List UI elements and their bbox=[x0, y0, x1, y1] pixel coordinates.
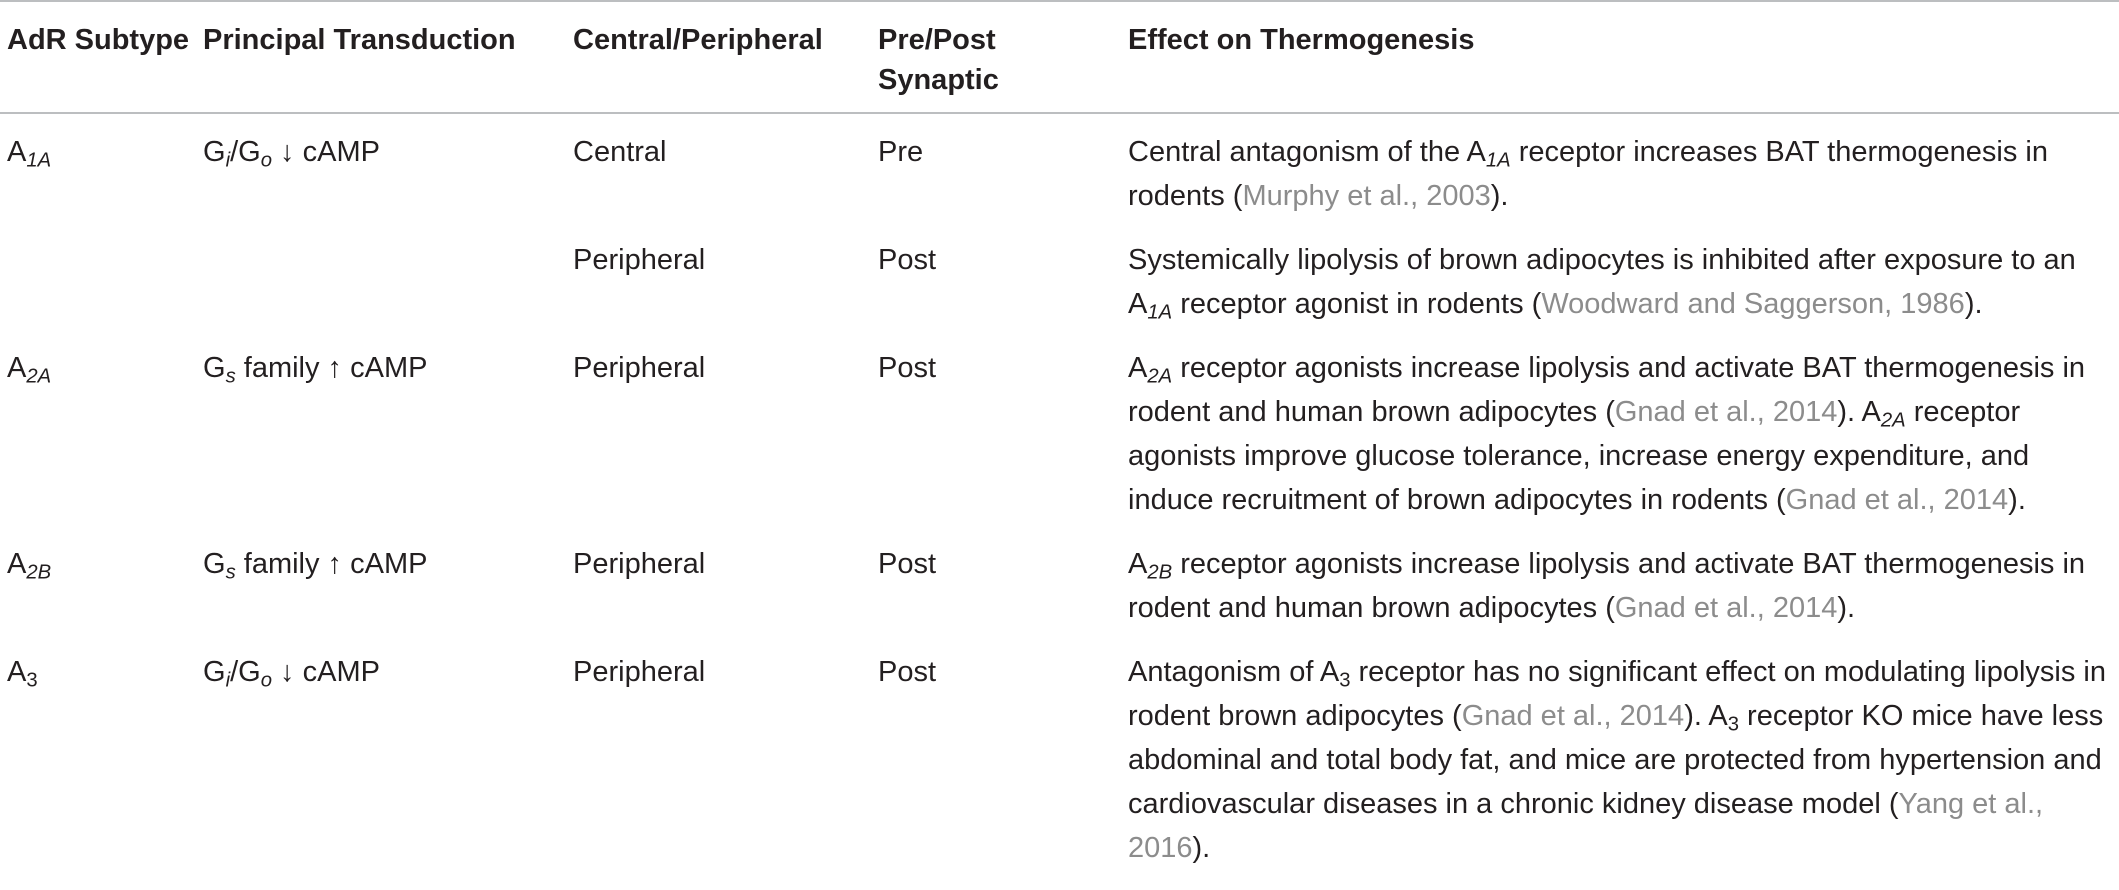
location-cell: Peripheral bbox=[573, 244, 706, 276]
synaptic-cell: Post bbox=[878, 352, 937, 384]
effect-subscript: 3 bbox=[1727, 713, 1739, 736]
transduction-cell: $G_s$ family ↑ cAMP bbox=[203, 352, 428, 388]
effect-text: Central antagonism of the A bbox=[1128, 136, 1486, 168]
citation-link[interactable]: Woodward and Saggerson, 1986 bbox=[1541, 288, 1965, 320]
subtype-subscript: 1A bbox=[26, 149, 52, 172]
header-transduction: Principal Transduction bbox=[203, 24, 516, 56]
subtype-base: A bbox=[7, 136, 27, 168]
effect-text: ). bbox=[1837, 592, 1856, 624]
effect-subscript: 2B bbox=[1147, 561, 1173, 584]
table-body bbox=[0, 113, 2119, 890]
header-subtype: AdR Subtype bbox=[7, 24, 190, 56]
effect-text: ). A bbox=[1684, 700, 1728, 732]
transduction-cell: $G_i/G_o$ ↓ cAMP bbox=[203, 656, 380, 692]
citation-link[interactable]: Gnad et al., 2014 bbox=[1461, 700, 1685, 732]
location-cell: Peripheral bbox=[573, 352, 706, 384]
subtype-base: A bbox=[7, 548, 27, 580]
effect-text: receptor agonist in rodents ( bbox=[1172, 288, 1542, 320]
citation-link[interactable]: Yang et al., 2016 bbox=[1128, 788, 2044, 864]
effect-text: ). bbox=[1964, 288, 1983, 320]
table-header bbox=[0, 1, 2119, 113]
transduction-cell: $G_i/G_o$ ↓ cAMP bbox=[203, 136, 380, 172]
effect-cell bbox=[1121, 542, 2119, 650]
effect-subscript: 2A bbox=[1880, 409, 1906, 432]
subtype-base: A bbox=[7, 656, 27, 688]
citation-link[interactable]: Gnad et al., 2014 bbox=[1614, 592, 1838, 624]
effect-subscript: 1A bbox=[1485, 149, 1511, 172]
subtype-cell bbox=[0, 650, 196, 890]
synaptic-cell: Post bbox=[878, 244, 937, 276]
location-cell: Peripheral bbox=[573, 656, 706, 688]
effect-text: receptor increases BAT thermogenesis in rodents ( bbox=[1128, 136, 2048, 212]
subtype-cell bbox=[0, 113, 196, 238]
effect-cell bbox=[1121, 113, 2119, 238]
subtype-subscript: 3 bbox=[26, 669, 38, 692]
effect-cell bbox=[1121, 238, 2119, 346]
effect-text: Antagonism of A bbox=[1128, 656, 1340, 688]
citation-link[interactable]: Murphy et al., 2003 bbox=[1242, 180, 1491, 212]
header-synaptic: Pre/Post Synaptic bbox=[878, 24, 999, 96]
synaptic-cell: Pre bbox=[878, 136, 924, 168]
location-cell: Central bbox=[573, 136, 667, 168]
synaptic-cell: Post bbox=[878, 548, 937, 580]
effect-text: ). A bbox=[1837, 396, 1881, 428]
effect-cell bbox=[1121, 346, 2119, 542]
effect-text: receptor agonists increase lipolysis and activate BAT thermogenesis in rodent and human brown adipocytes ( bbox=[1128, 548, 2086, 624]
effect-subscript: 1A bbox=[1147, 301, 1173, 324]
subtype-subscript: 2B bbox=[26, 561, 52, 584]
header-effect: Effect on Thermogenesis bbox=[1128, 24, 1475, 56]
effect-text: receptor has no significant effect on modulating lipolysis in rodent brown adipocytes ( bbox=[1128, 656, 2106, 732]
table-row bbox=[0, 346, 2119, 542]
citation-link[interactable]: Gnad et al., 2014 bbox=[1614, 396, 1838, 428]
table-row bbox=[0, 650, 2119, 890]
transduction-cell bbox=[196, 238, 566, 346]
citation-link[interactable]: Gnad et al., 2014 bbox=[1785, 484, 2009, 516]
subtype-cell bbox=[0, 542, 196, 650]
effect-text: receptor KO mice have less abdominal and total body fat, and mice are protected from hypertension and cardiovascular diseases in a chronic kidney disease model ( bbox=[1128, 700, 2104, 820]
header-location: Central/Peripheral bbox=[573, 24, 823, 56]
subtype-cell bbox=[0, 346, 196, 542]
effect-text: ). bbox=[2008, 484, 2026, 516]
effect-text: A bbox=[1128, 548, 1148, 580]
header-row bbox=[0, 1, 2119, 113]
subtype-cell bbox=[0, 238, 196, 346]
effect-subscript: 2A bbox=[1147, 365, 1173, 388]
effect-subscript: 3 bbox=[1339, 669, 1351, 692]
table-row bbox=[0, 113, 2119, 238]
subtype-base: A bbox=[7, 352, 27, 384]
location-cell: Peripheral bbox=[573, 548, 706, 580]
effect-text: receptor agonists improve glucose tolerance, increase energy expenditure, and induce recruitment of brown adipocytes in rodents ( bbox=[1128, 396, 2030, 516]
effect-text: Systemically lipolysis of brown adipocytes is inhibited after exposure to an A bbox=[1128, 244, 2076, 320]
effect-text: receptor agonists increase lipolysis and activate BAT thermogenesis in rodent and human brown adipocytes ( bbox=[1128, 352, 2086, 428]
transduction-cell: $G_s$ family ↑ cAMP bbox=[203, 548, 428, 584]
table-row bbox=[0, 238, 2119, 346]
table-row bbox=[0, 542, 2119, 650]
effect-text: A bbox=[1128, 352, 1148, 384]
synaptic-cell: Post bbox=[878, 656, 937, 688]
effect-text: ). bbox=[1192, 832, 1211, 864]
subtype-subscript: 2A bbox=[26, 365, 52, 388]
effect-cell bbox=[1121, 650, 2119, 890]
effect-text: ). bbox=[1490, 180, 1509, 212]
